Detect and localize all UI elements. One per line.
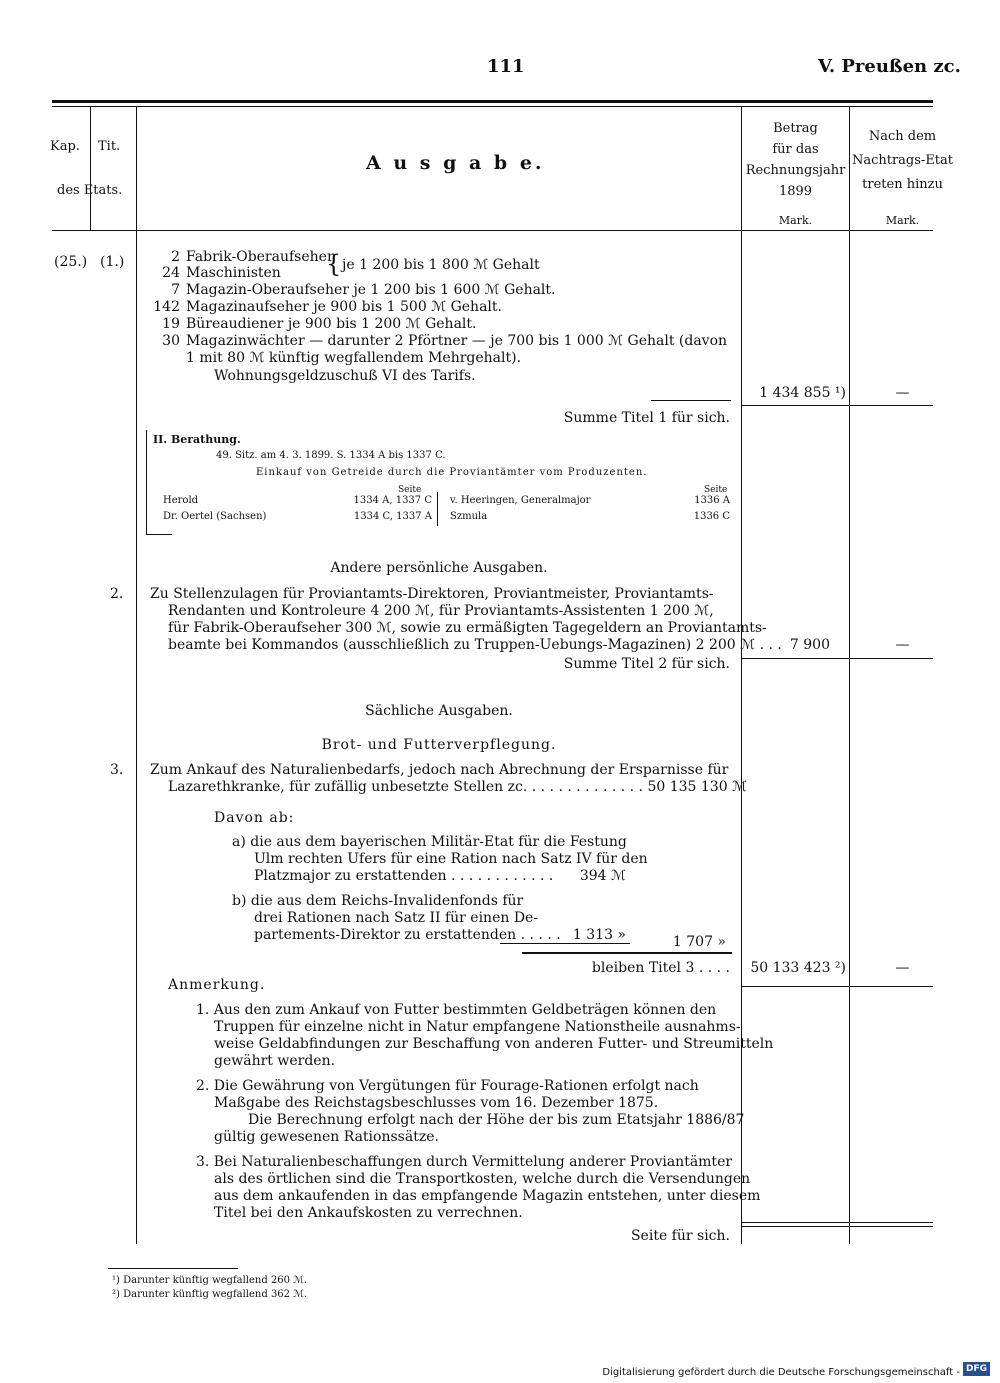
section-title: V. Preußen zc.: [818, 56, 961, 77]
amount-rule: [742, 986, 933, 987]
amount-rule: [742, 405, 933, 406]
note-line: gewährt werden.: [214, 1053, 336, 1069]
betrag-line: Rechnungsjahr: [745, 163, 846, 178]
note-line: als des örtlichen sind die Transportkosten, welche durch die Versendungen: [214, 1171, 751, 1187]
position-text: Fabrik-Oberaufseher: [186, 249, 334, 265]
count: 30: [162, 333, 180, 349]
count: 142: [153, 299, 180, 315]
position-text: Büreaudiener je 900 bis 1 200 ℳ Gehalt.: [186, 316, 477, 332]
tit-ausgabe-divider: [136, 107, 137, 1244]
beratung-box-left: [146, 430, 147, 534]
deduct-amount: 394 ℳ: [579, 868, 626, 884]
nachtrag-line: Nach dem: [868, 129, 937, 144]
bottom-rule: [742, 1226, 933, 1227]
beratung-box-bottom: [146, 534, 172, 535]
nachtrag-value: —: [895, 960, 910, 976]
nachtrag-line: treten hinzu: [862, 177, 943, 192]
note-line: weise Geldabfindungen zur Beschaffung von anderen Futter- und Streumitteln: [214, 1036, 774, 1052]
tit-label: Tit.: [98, 139, 121, 154]
beratung-line: 49. Sitz. am 4. 3. 1899. S. 1334 A bis 1337 C.: [216, 450, 446, 461]
speaker-ref: 1334 A, 1337 C: [353, 495, 432, 506]
deduct-line: partements-Direktor zu erstattenden . . . . .: [254, 927, 561, 943]
ausgabe-heading: A u s g a b e.: [366, 152, 545, 174]
amount-rule: [742, 658, 933, 659]
speaker-name: Szmula: [450, 511, 488, 522]
seite-line: Seite für sich.: [630, 1228, 730, 1244]
dfg-credit: Digitalisierung gefördert durch die Deutsche Forschungsgemeinschaft -: [602, 1367, 960, 1378]
sum-rule: [651, 400, 731, 401]
mark-label: Mark.: [885, 214, 920, 227]
tit-number: 2.: [110, 586, 124, 602]
anmerkung-title: Anmerkung.: [168, 977, 266, 993]
top-rule-thick: [52, 100, 933, 103]
amount: 1 434 855 ¹): [759, 385, 846, 401]
deduct-line: Ulm rechten Ufers für eine Ration nach Satz IV für den: [254, 851, 648, 867]
seite-label: Seite: [398, 485, 422, 495]
nachtrag-line: Nachtrags-Etat: [851, 153, 954, 168]
sub-heading: Brot- und Futterverpflegung.: [321, 737, 557, 753]
top-rule-thin: [52, 106, 933, 107]
body-line: für Fabrik-Oberaufseher 300 ℳ, sowie zu ermäßigten Tagegeldern an Proviantamts-: [168, 620, 767, 636]
footnote: ²) Darunter künftig wegfallend 362 ℳ.: [112, 1289, 308, 1300]
kap-label: Kap.: [50, 139, 80, 154]
note-line: Titel bei den Ankaufskosten zu verrechnen.: [214, 1205, 523, 1221]
footnote-rule: [108, 1268, 238, 1269]
note-line: Maßgabe des Reichstagsbeschlusses vom 16. Dezember 1875.: [214, 1095, 659, 1111]
betrag-line: Betrag: [773, 121, 818, 136]
position-text: Wohnungsgeldzuschuß VI des Tarifs.: [214, 368, 476, 384]
footnote: ¹) Darunter künftig wegfallend 260 ℳ.: [112, 1275, 308, 1286]
body-line: Zum Ankauf des Naturalienbedarfs, jedoch nach Abrechnung der Ersparnisse für: [150, 762, 729, 778]
beratung-line: Einkauf von Getreide durch die Proviantämter vom Produzenten.: [256, 467, 648, 478]
mark-label: Mark.: [778, 214, 813, 227]
beratung-title: II. Berathung.: [153, 433, 241, 446]
count: 24: [162, 265, 180, 281]
speaker-ref: 1336 A: [694, 495, 730, 506]
note-line: 2. Die Gewährung von Vergütungen für Fourage-Rationen erfolgt nach: [196, 1078, 699, 1094]
brace: {: [326, 250, 342, 278]
total-rule: [522, 952, 732, 954]
body-line: Rendanten und Kontroleure 4 200 ℳ, für Proviantamts-Assistenten 1 200 ℳ,: [168, 603, 714, 619]
note-line: gültig gewesenen Rationssätze.: [214, 1129, 439, 1145]
deduct-line: drei Rationen nach Satz II für einen De-: [254, 910, 539, 926]
position-text: 1 mit 80 ℳ künftig wegfallendem Mehrgehalt).: [186, 350, 522, 366]
speaker-ref: 1334 C, 1337 A: [353, 511, 432, 522]
section-heading: Sächliche Ausgaben.: [365, 703, 513, 719]
nachtrag-value: —: [895, 637, 910, 653]
summe-line: Summe Titel 2 für sich.: [563, 656, 730, 672]
beratung-divider: [437, 492, 438, 526]
davon-label: Davon ab:: [214, 810, 295, 826]
speaker-ref: 1336 C: [693, 511, 730, 522]
kap-number: (25.): [54, 254, 88, 270]
count: 2: [171, 249, 180, 265]
nachtrag-value: —: [895, 385, 910, 401]
count: 19: [162, 316, 180, 332]
bleiben-line: bleiben Titel 3 . . . .: [591, 960, 730, 976]
deduct-total: 1 707 »: [672, 934, 726, 950]
body-line: Zu Stellenzulagen für Proviantamts-Direktoren, Proviantmeister, Proviantamts-: [150, 586, 714, 602]
amount: 50 133 423 ²): [750, 960, 846, 976]
header-bottom-rule: [52, 230, 933, 231]
betrag-line: 1899: [778, 184, 813, 199]
speaker-name: Herold: [163, 495, 199, 506]
summe-line: Summe Titel 1 für sich.: [563, 410, 730, 426]
betrag-line: für das: [772, 142, 819, 157]
deduct-line: b) die aus dem Reichs-Invalidenfonds für: [232, 893, 524, 909]
count: 7: [171, 282, 180, 298]
body-line: Lazarethkranke, für zufällig unbesetzte Stellen zc. . . . . . . . . . . . . . 50 135 130 ℳ: [168, 779, 748, 795]
tit-number: 3.: [110, 762, 124, 778]
bottom-rule: [742, 1222, 933, 1223]
brace-text: je 1 200 bis 1 800 ℳ Gehalt: [342, 257, 540, 273]
amount: 7 900: [789, 637, 830, 653]
note-line: Truppen für einzelne nicht in Natur empfangene Nationstheile ausnahms-: [214, 1019, 741, 1035]
des-etats-label: des Etats.: [57, 183, 123, 198]
betrag-nachtrag-divider: [849, 107, 850, 1244]
position-text: Magazinwächter — darunter 2 Pförtner — je 700 bis 1 000 ℳ Gehalt (davon: [186, 333, 728, 349]
deduct-amount: 1 313 »: [572, 927, 626, 943]
position-text: Magazin-Oberaufseher je 1 200 bis 1 600 ℳ Gehalt.: [186, 282, 556, 298]
note-line: 1. Aus den zum Ankauf von Futter bestimmten Geldbeträgen können den: [196, 1002, 717, 1018]
section-heading: Andere persönliche Ausgaben.: [330, 560, 548, 576]
ausgabe-betrag-divider: [741, 107, 742, 1244]
speaker-name: v. Heeringen, Generalmajor: [450, 495, 591, 506]
page-number: 111: [487, 56, 525, 77]
kap-tit-divider: [90, 107, 91, 230]
note-line: 3. Bei Naturalienbeschaffungen durch Vermittelung anderer Proviantämter: [196, 1154, 733, 1170]
position-text: Maschinisten: [186, 265, 281, 281]
note-line: Die Berechnung erfolgt nach der Höhe der bis zum Etatsjahr 1886/87: [248, 1112, 745, 1128]
deduct-line: Platzmajor zu erstattenden . . . . . . . . . . . .: [254, 868, 554, 884]
seite-label: Seite: [704, 485, 728, 495]
speaker-name: Dr. Oertel (Sachsen): [163, 511, 267, 522]
deduct-rule: [500, 943, 630, 944]
position-text: Magazinaufseher je 900 bis 1 500 ℳ Gehalt.: [186, 299, 502, 315]
deduct-line: a) die aus dem bayerischen Militär-Etat für die Festung: [232, 834, 627, 850]
dfg-logo: DFG: [963, 1362, 990, 1376]
note-line: aus dem ankaufenden in das empfangende Magazin entstehen, unter diesem: [214, 1188, 761, 1204]
body-line: beamte bei Kommandos (ausschließlich zu Truppen-Uebungs-Magazinen) 2 200 ℳ . . .: [168, 637, 782, 653]
tit-number: (1.): [100, 254, 125, 270]
